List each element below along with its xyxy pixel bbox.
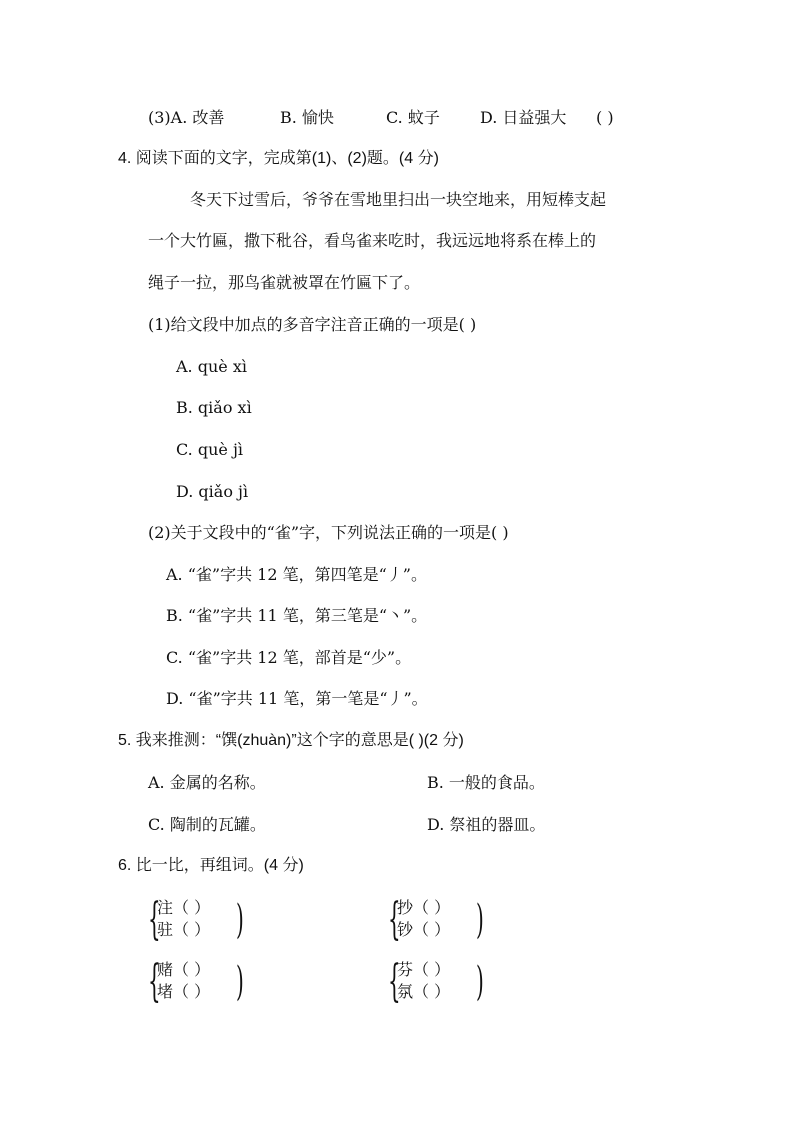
q4-sub1-option-d: D. qiǎo jì xyxy=(176,482,249,501)
q4-passage-line-3: 绳子一拉，那鸟雀就被罩在竹匾下了。 xyxy=(148,273,421,292)
q6-group-2-top: 抄（ ） xyxy=(397,898,451,917)
right-paren: ) xyxy=(236,959,244,1005)
q3-answer-blank: ( ) xyxy=(596,108,614,127)
q6-group-1-top: 注（ ） xyxy=(157,898,211,917)
right-paren: ) xyxy=(476,959,484,1005)
q4-sub2-option-b: B. “雀”字共 11 笔，第三笔是“丶”。 xyxy=(166,606,428,625)
q4-sub1-question: (1)给文段中加点的多音字注音正确的一项是( ) xyxy=(148,315,477,334)
q4-sub2-option-c: C. “雀”字共 12 笔，部首是“少”。 xyxy=(166,648,412,667)
q3-option-a: (3)A. 改善 xyxy=(148,108,225,127)
q4-title: 4. 阅读下面的文字，完成第(1)、(2)题。(4 分) xyxy=(118,150,439,167)
q6-group-1 xyxy=(148,894,248,945)
right-paren: ) xyxy=(476,897,484,943)
q6-group-4 xyxy=(388,956,488,1007)
q5-option-d: D. 祭祖的器皿。 xyxy=(427,815,546,834)
q5-option-b: B. 一般的食品。 xyxy=(427,773,545,792)
q3-option-c: C. 蚊子 xyxy=(386,108,440,127)
left-brace: { xyxy=(148,894,161,945)
q3-option-b: B. 愉快 xyxy=(280,108,334,127)
q4-passage-line-2: 一个大竹匾，撒下秕谷，看鸟雀来吃时，我远远地将系在棒上的 xyxy=(148,231,597,250)
left-brace: { xyxy=(388,956,401,1007)
q4-sub2-option-d: D. “雀”字共 11 笔，第一笔是“丿”。 xyxy=(166,689,428,708)
q5-option-c: C. 陶制的瓦罐。 xyxy=(148,815,266,834)
left-brace: { xyxy=(388,894,401,945)
q4-sub2-option-a: A. “雀”字共 12 笔，第四笔是“丿”。 xyxy=(166,565,427,584)
q4-sub1-option-a: A. què xì xyxy=(176,357,247,376)
q6-title: 6. 比一比，再组词。(4 分) xyxy=(118,857,304,874)
q5-option-a: A. 金属的名称。 xyxy=(148,773,266,792)
q5-title: 5. 我来推测：“馔(zhuàn)”这个字的意思是( )(2 分) xyxy=(118,732,464,749)
q6-group-1-bottom: 驻（ ） xyxy=(157,920,211,939)
q3-option-d: D. 日益强大 xyxy=(480,108,567,127)
right-paren: ) xyxy=(236,897,244,943)
q6-group-4-bottom: 氛（ ） xyxy=(397,982,451,1001)
left-brace: { xyxy=(148,956,161,1007)
q3-options-line xyxy=(0,110,794,130)
q6-group-4-top: 芬（ ） xyxy=(397,960,451,979)
q6-group-3 xyxy=(148,956,248,1007)
q6-group-3-bottom: 堵（ ） xyxy=(157,982,211,1001)
q4-passage-line-1: 冬天下过雪后，爷爷在雪地里扫出一块空地来，用短棒支起 xyxy=(190,190,607,209)
q6-group-2 xyxy=(388,894,488,945)
q4-sub2-question: (2)关于文段中的“雀”字，下列说法正确的一项是( ) xyxy=(148,523,509,542)
q4-sub1-option-c: C. què jì xyxy=(176,440,244,459)
q6-group-3-top: 赌（ ） xyxy=(157,960,211,979)
q6-group-2-bottom: 钞（ ） xyxy=(397,920,451,939)
q4-sub1-option-b: B. qiǎo xì xyxy=(176,398,252,417)
